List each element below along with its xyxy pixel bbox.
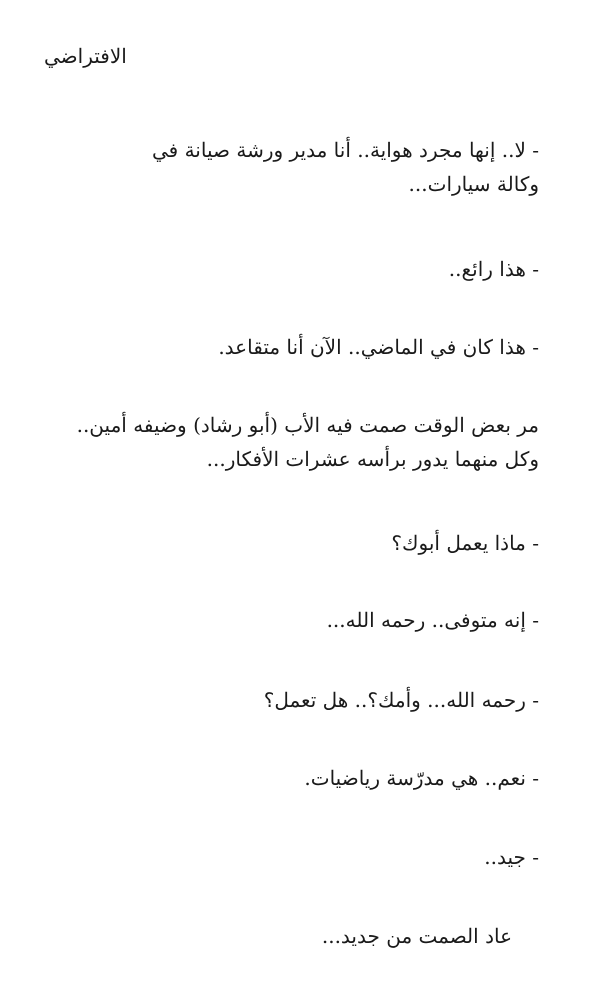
narration-paragraph	[55, 919, 512, 953]
text-line: - رحمه الله... وأمك؟.. هل تعمل؟	[263, 688, 539, 712]
dialogue-paragraph	[55, 133, 539, 201]
text-line: - هذا كان في الماضي.. الآن أنا متقاعد.	[218, 335, 539, 359]
dialogue-paragraph	[55, 603, 539, 637]
dialogue-paragraph	[55, 683, 539, 717]
dialogue-paragraph	[55, 761, 539, 795]
text-line: - هذا رائع..	[448, 257, 539, 281]
text-line: - لا.. إنها مجرد هواية.. أنا مدير ورشة صيانة في	[152, 138, 539, 162]
dialogue-paragraph	[55, 526, 539, 560]
text-line: - جيد..	[484, 845, 539, 869]
running-header: الافتراضي	[44, 44, 127, 68]
dialogue-paragraph	[55, 840, 539, 874]
text-line: وكل منهما يدور برأسه عشرات الأفكار...	[206, 447, 539, 471]
text-line: - إنه متوفى.. رحمه الله...	[326, 608, 539, 632]
text-line: مر بعض الوقت صمت فيه الأب (أبو رشاد) وضيفه أمين..	[76, 413, 539, 437]
text-line: - نعم.. هي مدرّسة رياضيات.	[304, 766, 539, 790]
narration-paragraph	[55, 408, 539, 476]
text-line: عاد الصمت من جديد...	[321, 924, 512, 948]
dialogue-paragraph	[55, 252, 539, 286]
text-line: وكالة سيارات...	[408, 172, 539, 196]
dialogue-paragraph	[55, 330, 539, 364]
text-line: - ماذا يعمل أبوك؟	[391, 531, 539, 555]
